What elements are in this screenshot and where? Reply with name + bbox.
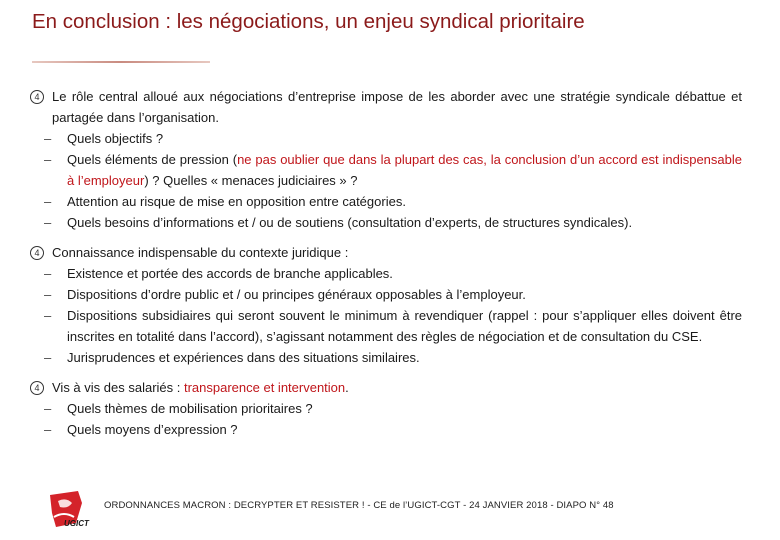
- sub-item: – Quels éléments de pression (ne pas oublier que dans la plupart des cas, la conclusion d’un accord est indispensable à l’employeur) ? Quelles « menaces judiciaires » ?: [30, 149, 742, 191]
- sub-item: – Attention au risque de mise en opposition entre catégories.: [30, 191, 742, 212]
- dash-icon: –: [44, 350, 52, 365]
- bullet-section-employees: 4 Vis à vis des salariés : transparence et intervention.: [30, 377, 742, 398]
- bullet-section-strategy: [30, 86, 742, 128]
- title-underline: [32, 61, 210, 63]
- bullet-section-legal: [30, 242, 742, 263]
- sub-item: – Existence et portée des accords de branche applicables.: [30, 263, 742, 284]
- section2-intro: Connaissance indispensable du contexte juridique :: [52, 245, 349, 260]
- dash-icon: –: [44, 152, 52, 167]
- footer-text: ORDONNANCES MACRON : DECRYPTER ET RESISTER ! - CE de l’UGICT-CGT - 24 JANVIER 2018 - DIAPO N° 48: [104, 500, 614, 511]
- circled-four-icon: 4: [30, 381, 44, 395]
- sub-item: – Quels besoins d’informations et / ou de soutiens (consultation d’experts, de structures syndicales).: [30, 212, 742, 233]
- dash-icon: –: [44, 287, 52, 302]
- page-title: En conclusion : les négociations, un enjeu syndical prioritaire: [32, 10, 585, 33]
- sub-item: – Jurisprudences et expériences dans des situations similaires.: [30, 347, 742, 368]
- circled-four-icon: 4: [30, 246, 44, 260]
- highlight-text: transparence et intervention: [183, 380, 346, 395]
- sub-item: – Quels thèmes de mobilisation prioritaires ?: [30, 398, 742, 419]
- sub-item: – Dispositions d’ordre public et / ou principes généraux opposables à l’employeur.: [30, 284, 742, 305]
- circled-four-icon: 4: [30, 90, 44, 104]
- sub-item: – Dispositions subsidiaires qui seront souvent le minimum à revendiquer (rappel : pour s’appliquer elles doivent être inscrites en totalité dans l’accord), s’agissant notamment des règles de négociation et de consultation du CSE.: [30, 305, 742, 347]
- sub-item: – Quels moyens d’expression ?: [30, 419, 742, 440]
- highlight-text: ne pas oublier que dans la plupart des cas, la conclusion d’un accord est indispensable à l’employeur: [67, 152, 742, 188]
- dash-icon: –: [44, 401, 52, 416]
- cgt-ugict-logo: [48, 489, 100, 533]
- dash-icon: –: [44, 215, 52, 230]
- dash-icon: –: [44, 308, 52, 323]
- dash-icon: –: [44, 194, 52, 209]
- dash-icon: –: [44, 266, 52, 281]
- logo-label: UGICT: [64, 519, 89, 528]
- sub-item: – Quels objectifs ?: [30, 128, 742, 149]
- dash-icon: –: [44, 131, 52, 146]
- slide-content: [30, 86, 742, 440]
- section1-intro: Le rôle central alloué aux négociations d’entreprise impose de les aborder avec une stratégie syndicale débattue et partagée dans l’organisation.: [52, 89, 742, 125]
- dash-icon: –: [44, 422, 52, 437]
